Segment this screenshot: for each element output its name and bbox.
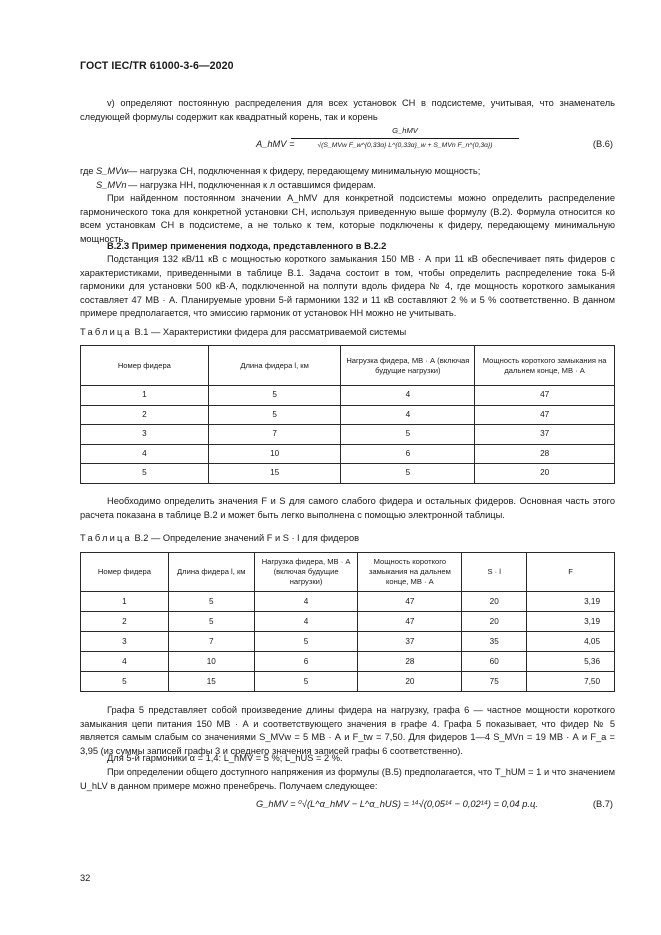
table-cell: 5: [168, 612, 254, 632]
general-paragraph: При определении общего доступного напряжения из формулы (В.5) предполагается, что T_hUM = 1 и что значением U_hLV в данном примере можно пренебречь. Получаем следующее:: [80, 767, 615, 791]
definitions-list: [80, 165, 615, 192]
table-cell: 4: [341, 386, 475, 406]
table1-caption-prefix: Таблица: [80, 327, 132, 337]
table-cell: 4: [254, 592, 358, 612]
table-cell: 37: [475, 425, 615, 445]
table2-caption-text: В.2 — Определение значений F и S · l для фидеров: [134, 533, 360, 543]
table-cell: 35: [462, 632, 527, 652]
table-header-cell: Длина фидера l, км: [208, 346, 341, 386]
formula-b6-number: (B.6): [592, 139, 613, 149]
table-cell: 37: [358, 632, 462, 652]
table-cell: 6: [341, 444, 475, 464]
table-header-cell: Номер фидера: [81, 553, 169, 592]
table1-caption-text: В.1 — Характеристики фидера для рассматриваемой системы: [134, 327, 407, 337]
table-row: [81, 652, 615, 672]
table-cell: 3: [81, 425, 209, 445]
table-cell: 4: [81, 444, 209, 464]
table-cell: 5: [208, 405, 341, 425]
table-cell: 47: [475, 405, 615, 425]
table1-caption: [80, 326, 406, 340]
table-cell: 5: [81, 464, 209, 484]
formula-b6: [80, 125, 615, 169]
formula-b6-denominator: √(S_MVw F_w^{0,33α} L^{0,33α}_w + S_MVn F_n^{0,3α}): [317, 142, 493, 149]
table-cell: 28: [358, 652, 462, 672]
table-cell: 3,19: [527, 612, 615, 632]
formula-b6-fraction: [291, 125, 519, 152]
table-cell: 5: [341, 464, 475, 484]
graph-paragraph: Графа 5 представляет собой произведение длины фидера на нагрузку, графа 6 — частное мощности короткого замыкания цепи питания 150 МВ · А и соответствующего значения в графе 4. Графа 5 показывает, что фидер № 5 является самым слабым со значениями S_MVw = 5 МВ · А и F_tw = 7,50. Для фидеров 1—4 S_MVn = 19 МВ · А и F_a = 3,95 (из суммы записей графы 3 и среднего значения записей графы 6 соответственно).: [80, 705, 615, 756]
table-cell: 28: [475, 444, 615, 464]
table-header-cell: Мощность короткого замыкания на дальнем конце, МВ · А: [358, 553, 462, 592]
table-cell: 20: [475, 464, 615, 484]
table-cell: 7: [208, 425, 341, 445]
table-cell: 4,05: [527, 632, 615, 652]
table-row: [81, 444, 615, 464]
table-cell: 3: [81, 632, 169, 652]
definition-term: S_MVw: [96, 166, 129, 176]
table-cell: 47: [475, 386, 615, 406]
definition-prefix: где: [80, 166, 94, 176]
table-cell: 5: [254, 672, 358, 692]
table-cell: 47: [358, 592, 462, 612]
definition-desc: — нагрузка НН, подключенная к л оставшимся фидерам.: [128, 179, 376, 190]
table-row: [81, 386, 615, 406]
formula-b6-lhs: A_hMV =: [256, 139, 295, 149]
definition-row: [80, 179, 615, 193]
page-number: 32: [80, 873, 91, 883]
table-cell: 5: [168, 592, 254, 612]
table-cell: 1: [81, 592, 169, 612]
table-row: [81, 632, 615, 652]
table-cell: 10: [168, 652, 254, 672]
table-header-cell: Длина фидера l, км: [168, 553, 254, 592]
example-paragraph: Подстанция 132 кВ/11 кВ с мощностью короткого замыкания 150 МВ · А при 11 кВ обеспечивает пять фидеров с характеристиками, приведенными в таблице В.1. Задача состоит в том, чтобы определить распределение тока 5-й гармоники для установки 500 кВ·А, подключенной на полпути вдоль фидера № 4, где мощность короткого замыкания составляет 47 МВ · А. Планируемые уровни 5-й гармоники 132 и 11 кВ составляют 2 % и 5 % соответственно. В данном примере предполагается, что эмиссию гармоник от установок НН можно не учитывать.: [80, 254, 615, 319]
table-cell: 47: [358, 612, 462, 632]
table-cell: 4: [254, 612, 358, 632]
table-row: [81, 405, 615, 425]
table-cell: 4: [341, 405, 475, 425]
table-header-cell: F: [527, 553, 615, 592]
table-cell: 4: [81, 652, 169, 672]
definition-desc: — нагрузка СН, подключенная к фидеру, передающему минимальную мощность;: [128, 166, 481, 176]
table-header-cell: Нагрузка фидера, МВ · А (включая будущие нагрузки): [254, 553, 358, 592]
table-cell: 20: [462, 592, 527, 612]
table-row: [81, 464, 615, 484]
table-row: [81, 425, 615, 445]
table2-caption-prefix: Таблица: [80, 533, 132, 543]
table-cell: 7: [168, 632, 254, 652]
table-cell: 60: [462, 652, 527, 672]
definition-row: [80, 165, 615, 179]
section-title: В.2.3 Пример применения подхода, представленного в В.2.2: [107, 241, 387, 251]
fraction-bar: [291, 138, 519, 139]
table-header-row: [81, 553, 615, 592]
table-header-cell: Номер фидера: [81, 346, 209, 386]
table-cell: 7,50: [527, 672, 615, 692]
table-row: [81, 592, 615, 612]
table2-caption: [80, 532, 359, 546]
table-cell: 5: [81, 672, 169, 692]
formula-b7: [80, 796, 615, 816]
document-header: ГОСТ IEC/TR 61000-3-6—2020: [80, 60, 234, 72]
intro-paragraph: v) определяют постоянную распределения для всех установок СН в подсистеме, учитывая, что знаменатель следующей формулы содержит как квадратный корень, так и корень: [80, 98, 615, 122]
need-paragraph: Необходимо определить значения F и S для самого слабого фидера и остальных фидеров. Основная часть этого расчета показана в таблице В.2 и может быть легко выполнена с помощью электронной таблицы.: [80, 496, 615, 520]
table-cell: 75: [462, 672, 527, 692]
table-cell: 15: [208, 464, 341, 484]
table-header-row: [81, 346, 615, 386]
table-cell: 2: [81, 612, 169, 632]
table-cell: 6: [254, 652, 358, 672]
fifth-harmonic-paragraph: Для 5-й гармоники α = 1,4: L_hMV = 5 %; L_hUS = 2 %.: [107, 753, 343, 763]
table-header-cell: Мощность короткого замыкания на дальнем конце, МВ · А: [475, 346, 615, 386]
table-b2: [80, 552, 615, 692]
table-cell: 20: [462, 612, 527, 632]
table-b1: [80, 345, 615, 484]
formula-b7-number: (В.7): [592, 799, 613, 809]
table-cell: 10: [208, 444, 341, 464]
table-cell: 2: [81, 405, 209, 425]
table-row: [81, 672, 615, 692]
table-cell: 1: [81, 386, 209, 406]
table-cell: 15: [168, 672, 254, 692]
table-cell: 5: [254, 632, 358, 652]
formula-b7-body: G_hMV = ⁰√(L^α_hMV − L^α_hUS) = ¹⁴√(0,05¹⁴ − 0,02¹⁴) = 0,04 р.ц.: [256, 799, 538, 809]
found-paragraph: При найденном постоянном значении A_hMV для конкретной подсистемы можно определить распределение гармонического тока для конкретной установки СН, используя приведенную выше формулу (B.2). Формула относится ко всем установкам СН в подсистеме, а не только к тем, которые подключены к фидеру, передающему минимальную мощность.: [80, 193, 615, 244]
table-row: [81, 612, 615, 632]
formula-b6-numerator: G_hMV: [392, 126, 418, 135]
table-cell: 5: [208, 386, 341, 406]
table-header-cell: Нагрузка фидера, МВ · А (включая будущие нагрузки): [341, 346, 475, 386]
table-header-cell: S · l: [462, 553, 527, 592]
table-cell: 5: [341, 425, 475, 445]
table-cell: 3,19: [527, 592, 615, 612]
table-cell: 5,36: [527, 652, 615, 672]
table-cell: 20: [358, 672, 462, 692]
definition-term: S_MVn: [96, 179, 127, 190]
